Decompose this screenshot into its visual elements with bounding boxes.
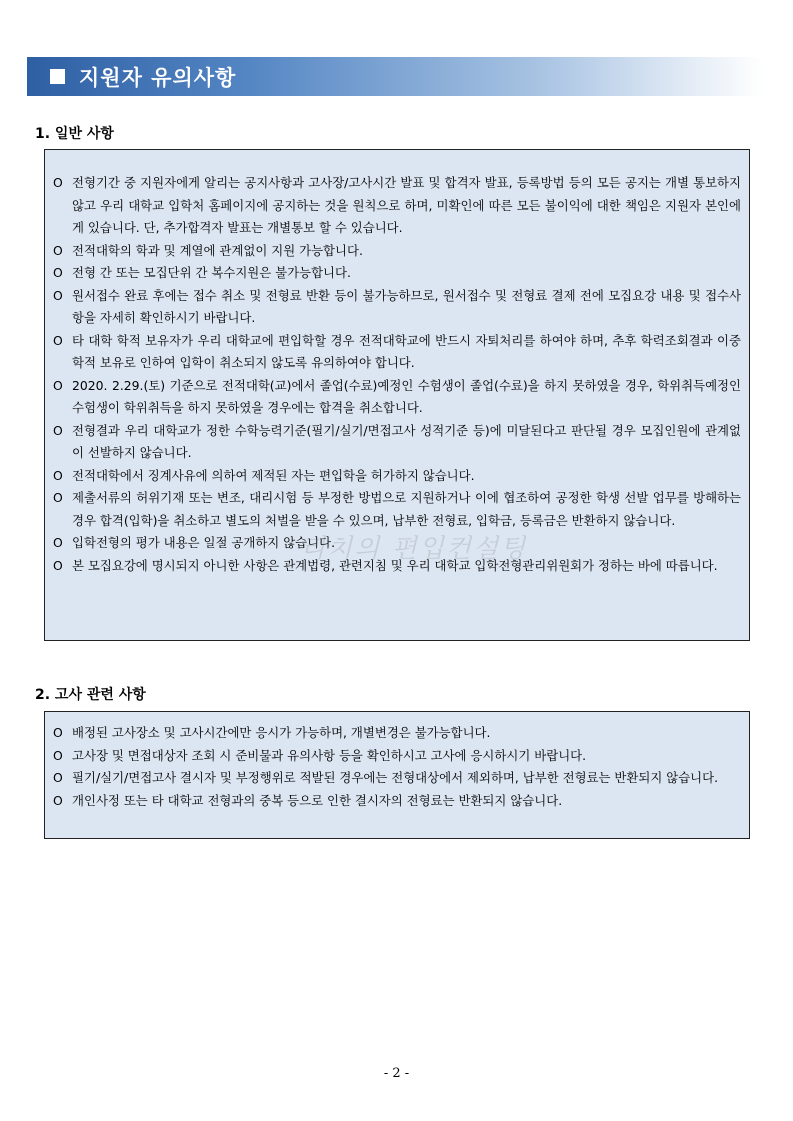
list-item: [53, 465, 741, 488]
general-notes-list: [53, 172, 741, 577]
list-item: [53, 285, 741, 330]
list-item: [53, 767, 741, 790]
list-item: [53, 420, 741, 465]
list-item-text: 본 모집요강에 명시되지 아니한 사항은 관계법령, 관련지침 및 우리 대학교 입학전형관리위원회가 정하는 바에 따릅니다.: [72, 557, 718, 573]
list-item-text: 전적대학에서 징계사유에 의하여 제적된 자는 편입학을 허가하지 않습니다.: [72, 467, 475, 483]
section-title-general: 1. 일반 사항: [35, 126, 114, 142]
circle-bullet: O: [53, 725, 63, 740]
list-item: [53, 487, 741, 532]
list-item-text: 배정된 고사장소 및 고사시간에만 응시가 가능하며, 개별변경은 불가능합니다.: [72, 725, 491, 740]
exam-notes-list: [53, 722, 741, 812]
page-title: 지원자 유의사항: [79, 65, 237, 90]
page-number: - 2 -: [383, 1066, 410, 1081]
circle-bullet: O: [53, 557, 63, 573]
circle-bullet: O: [53, 332, 63, 348]
list-item: [53, 262, 741, 285]
circle-bullet: O: [53, 175, 63, 190]
list-item-text: 입학전형의 평가 내용은 일절 공개하지 않습니다.: [72, 535, 336, 550]
list-item-text: 전적대학의 학과 및 계열에 관계없이 지원 가능합니다.: [72, 242, 363, 258]
list-item: [53, 790, 741, 813]
list-item-text: 전형 간 또는 모집단위 간 복수지원은 불가능합니다.: [72, 265, 351, 280]
circle-bullet: O: [53, 422, 63, 438]
circle-bullet: O: [53, 287, 63, 303]
section-title-exam: 2. 고사 관련 사항: [35, 687, 146, 703]
circle-bullet: O: [53, 377, 63, 393]
circle-bullet: O: [53, 770, 63, 785]
list-item-text: 타 대학 학적 보유자가 우리 대학교에 편입학할 경우 전적대학교에 반드시 자퇴처리를 하여야 하며, 추후 학력조회결과 이중학적 보유로 인하여 입학이 취소되지 않도록 유의하여야 합니다.: [72, 332, 741, 370]
list-item: [53, 375, 741, 420]
watermark: 리치의 편입컨설팅: [300, 534, 528, 564]
list-item: [53, 240, 741, 263]
list-item: [53, 555, 741, 578]
list-item-text: 원서접수 완료 후에는 접수 취소 및 전형료 반환 등이 불가능하므로, 원서접수 및 전형료 결제 전에 모집요강 내용 및 접수사항을 자세히 확인하시기 바랍니다.: [72, 287, 741, 325]
square-bullet-icon: [50, 69, 65, 84]
circle-bullet: O: [53, 265, 63, 280]
circle-bullet: O: [53, 242, 63, 258]
general-notes-box: [44, 149, 750, 641]
list-item-text: 고사장 및 면접대상자 조회 시 준비물과 유의사항 등을 확인하시고 고사에 응시하시기 바랍니다.: [72, 747, 587, 763]
list-item-text: 전형기간 중 지원자에게 알리는 공지사항과 고사장/고사시간 발표 및 합격자 발표, 등록방법 등의 모든 공지는 개별 통보하지 않고 우리 대학교 입학처 홈페이지에 공지하는 것을 원칙으로 하며, 미확인에 따른 모든 불이익에 대한 책임은 지원자 본인에게 있습니다. 단, 추가합격자 발표는 개별통보 할 수 있습니다.: [72, 175, 741, 235]
list-item: [53, 532, 741, 555]
list-item: [53, 330, 741, 375]
list-item: [53, 172, 741, 240]
list-item-text: 제출서류의 허위기재 또는 변조, 대리시험 등 부정한 방법으로 지원하거나 이에 협조하여 공정한 학생 선발 업무를 방해하는 경우 합격(입학)을 취소하고 별도의 처벌을 받을 수 있으며, 납부한 전형료, 입학금, 등록금은 반환하지 않습니다.: [72, 490, 741, 528]
list-item-text: 필기/실기/면접고사 결시자 및 부정행위로 적발된 경우에는 전형대상에서 제외하며, 납부한 전형료는 반환되지 않습니다.: [72, 770, 719, 785]
section-header-bar: [27, 57, 763, 96]
exam-notes-box: [44, 711, 750, 839]
list-item: [53, 745, 741, 768]
circle-bullet: O: [53, 747, 63, 763]
list-item-text: 2020. 2.29.(토) 기준으로 전적대학(교)에서 졸업(수료)예정인 수험생이 졸업(수료)을 하지 못하였을 경우, 학위취득예정인 수험생이 학위취득을 하지 못하였을 경우에는 합격을 취소합니다.: [72, 377, 741, 415]
list-item-text: 전형결과 우리 대학교가 정한 수학능력기준(필기/실기/면접고사 성적기준 등)에 미달된다고 판단될 경우 모집인원에 관계없이 선발하지 않습니다.: [72, 422, 741, 460]
circle-bullet: O: [53, 490, 63, 505]
circle-bullet: O: [53, 467, 63, 483]
circle-bullet: O: [53, 535, 63, 550]
list-item: [53, 722, 741, 745]
circle-bullet: O: [53, 792, 63, 808]
list-item-text: 개인사정 또는 타 대학교 전형과의 중복 등으로 인한 결시자의 전형료는 반환되지 않습니다.: [72, 792, 563, 808]
